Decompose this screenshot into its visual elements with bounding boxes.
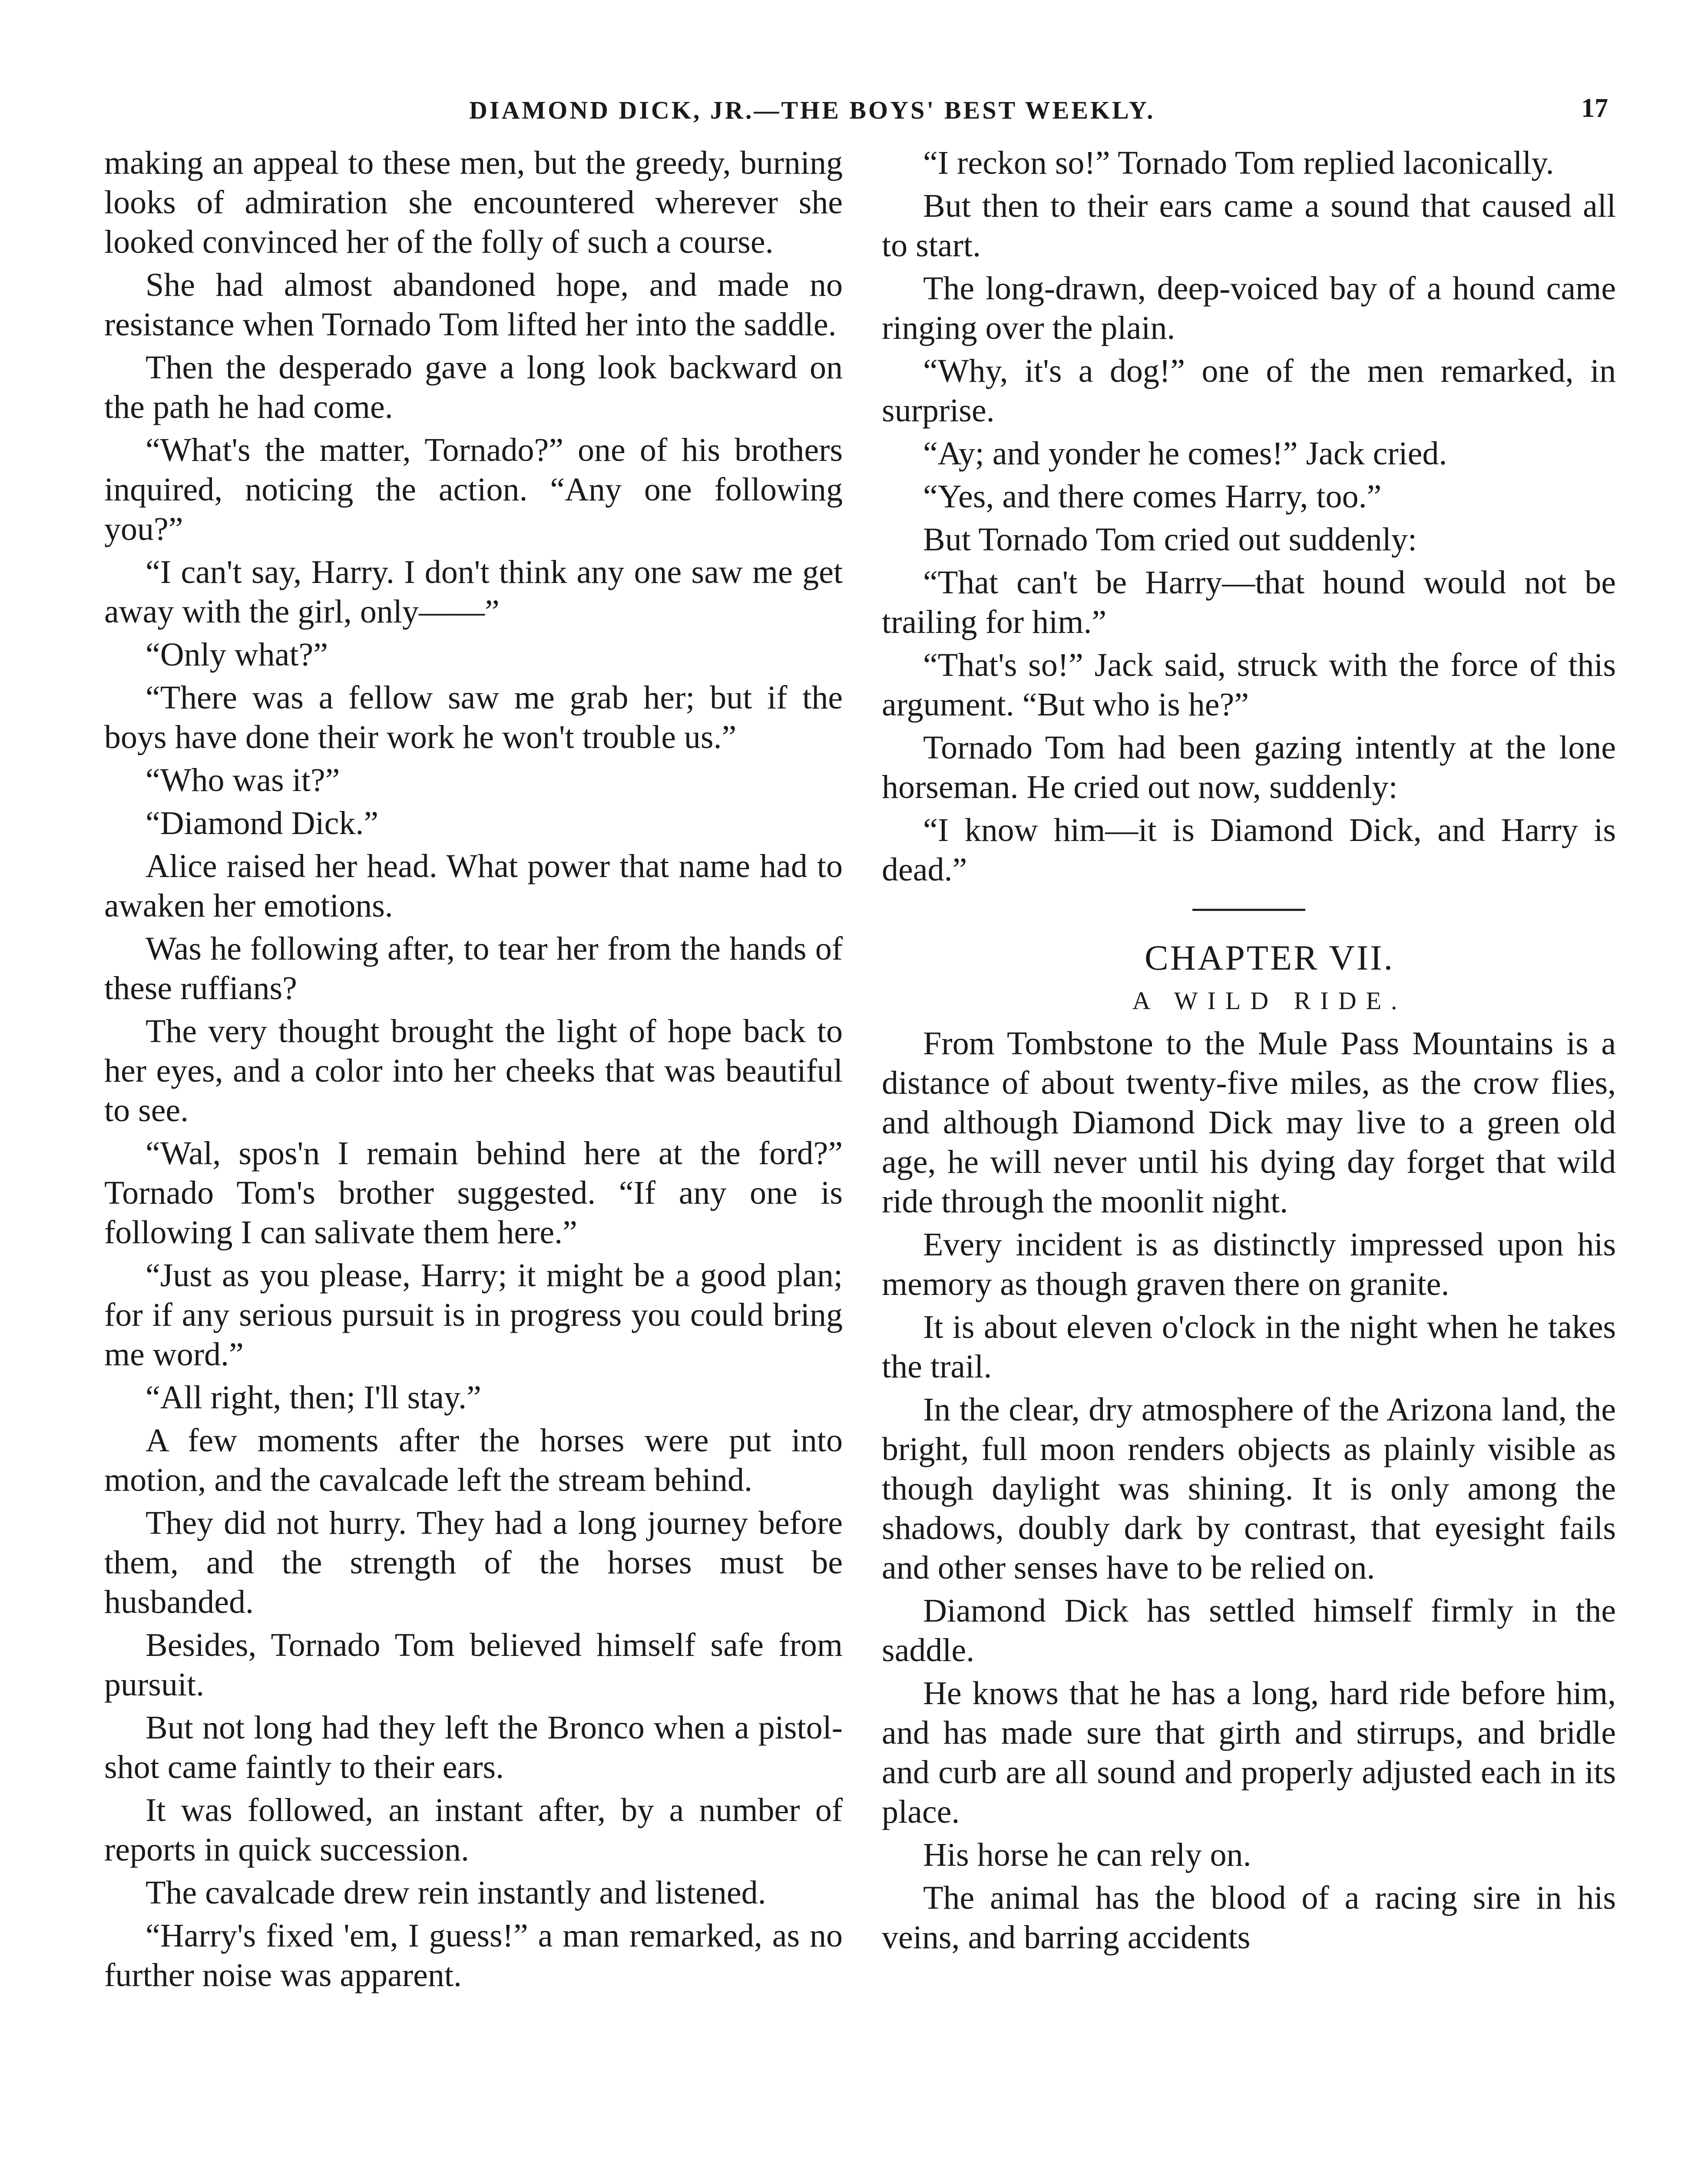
paragraph: Alice raised her head. What power that name had to awaken her emotions.	[104, 848, 843, 924]
paragraph: Every incident is as distinctly impressed upon his memory as though graven there on granite.	[882, 1226, 1616, 1302]
paragraph: But then to their ears came a sound that caused all to start.	[882, 188, 1616, 264]
chapter-title: CHAPTER VII.	[1145, 938, 1394, 977]
paragraph: Besides, Tornado Tom believed himself safe from pursuit.	[104, 1627, 843, 1703]
paragraph: The animal has the blood of a racing sire in his veins, and barring accidents	[882, 1880, 1616, 1956]
paragraph: “Harry's fixed 'em, I guess!” a man remarked, as no further noise was apparent.	[104, 1917, 843, 1993]
paragraph: “There was a fellow saw me grab her; but if the boys have done their work he won't trouble us.”	[104, 679, 843, 755]
paragraph: The cavalcade drew rein instantly and listened.	[146, 1874, 766, 1911]
paragraph: Then the desperado gave a long look backward on the path he had come.	[104, 349, 843, 425]
paragraph: He knows that he has a long, hard ride before him, and has made sure that girth and stirrups, and bridle and curb are all sound and properly adjusted each in its place.	[882, 1675, 1616, 1830]
chapter-subtitle: A WILD RIDE.	[1132, 987, 1407, 1015]
paragraph: A few moments after the horses were put into motion, and the cavalcade left the stream behind.	[104, 1422, 843, 1498]
paragraph: “I know him—it is Diamond Dick, and Harry is dead.”	[882, 812, 1616, 888]
section-divider	[1192, 909, 1305, 911]
paragraph: Was he following after, to tear her from the hands of these ruffians?	[104, 930, 843, 1007]
paragraph: “That's so!” Jack said, struck with the force of this argument. “But who is he?”	[882, 647, 1616, 723]
paragraph: It was followed, an instant after, by a number of reports in quick succession.	[104, 1792, 843, 1868]
paragraph: The long-drawn, deep-voiced bay of a hound came ringing over the plain.	[882, 270, 1616, 346]
paragraph: “Why, it's a dog!” one of the men remarked, in surprise.	[882, 353, 1616, 429]
paragraph: His horse he can rely on.	[923, 1837, 1251, 1873]
right-column	[882, 143, 1616, 1961]
paragraph: From Tombstone to the Mule Pass Mountains is a distance of about twenty-five miles, as the crow flies, and although Diamond Dick may live to a green old age, he will never until his dying day forget that wild ride through the moonlit night.	[882, 1025, 1616, 1220]
running-title: DIAMOND DICK, JR.—THE BOYS' BEST WEEKLY.	[469, 96, 1155, 124]
paragraph: They did not hurry. They had a long journey before them, and the strength of the horses must be husbanded.	[104, 1505, 843, 1620]
paragraph: But Tornado Tom cried out suddenly:	[923, 521, 1417, 558]
left-column	[104, 143, 843, 1999]
running-head	[0, 87, 1708, 135]
paragraph: “Diamond Dick.”	[146, 805, 379, 841]
paragraph: “Wal, spos'n I remain behind here at the ford?” Tornado Tom's brother suggested. “If any one is following I can salivate them here.”	[104, 1135, 843, 1251]
paragraph: But not long had they left the Bronco when a pistol-shot came faintly to their ears.	[104, 1709, 843, 1785]
paragraph: The very thought brought the light of hope back to her eyes, and a color into her cheeks that was beautiful to see.	[104, 1013, 843, 1129]
paragraph: “Only what?”	[146, 636, 328, 673]
paragraph: In the clear, dry atmosphere of the Arizona land, the bright, full moon renders objects as plainly visible as though daylight was shining. It is only among the shadows, doubly dark by contrast, that eyesight fails and other senses have to be relied on.	[882, 1391, 1616, 1586]
paragraph: “Yes, and there comes Harry, too.”	[923, 478, 1382, 515]
paragraph: “Just as you please, Harry; it might be a good plan; for if any serious pursuit is in progress you could bring me word.”	[104, 1257, 843, 1373]
paragraph: Tornado Tom had been gazing intently at the lone horseman. He cried out now, suddenly:	[882, 729, 1616, 805]
page-number: 17	[1581, 93, 1608, 123]
paragraph: “That can't be Harry—that hound would not be trailing for him.”	[882, 564, 1616, 640]
paragraph: “I reckon so!” Tornado Tom replied laconically.	[923, 145, 1554, 181]
paragraph: “All right, then; I'll stay.”	[146, 1379, 481, 1416]
paragraph: making an appeal to these men, but the greedy, burning looks of admiration she encountered wherever she looked convinced her of the folly of such a course.	[104, 145, 843, 260]
paragraph: “Who was it?”	[146, 762, 340, 798]
paragraph: “Ay; and yonder he comes!” Jack cried.	[923, 435, 1447, 472]
paragraph: “I can't say, Harry. I don't think any one saw me get away with the girl, only——”	[104, 554, 843, 630]
paragraph: She had almost abandoned hope, and made no resistance when Tornado Tom lifted her into the saddle.	[104, 267, 843, 343]
paragraph: Diamond Dick has settled himself firmly in the saddle.	[882, 1593, 1616, 1669]
paragraph: “What's the matter, Tornado?” one of his brothers inquired, noticing the action. “Any one following you?”	[104, 432, 843, 547]
paragraph: It is about eleven o'clock in the night when he takes the trail.	[882, 1309, 1616, 1385]
